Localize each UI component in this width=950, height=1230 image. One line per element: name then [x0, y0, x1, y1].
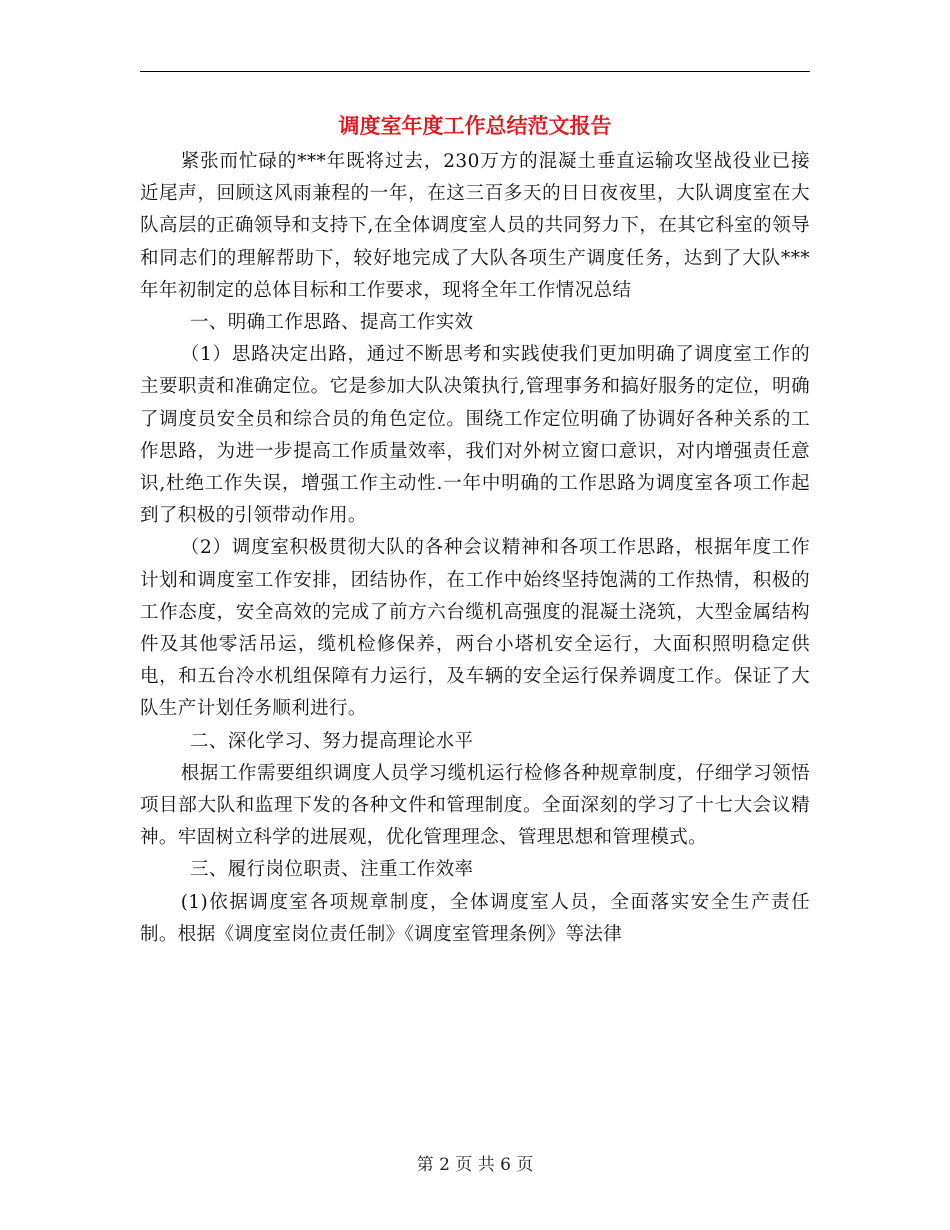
section-heading-1: 一、明确工作思路、提高工作实效 [189, 312, 474, 334]
paragraph-1-2: （2）调度室积极贯彻大队的各种会议精神和各项工作思路，根据年度工作计划和调度室工作安排，团结协作，在工作中始终坚持饱满的工作热情，积极的工作态度，安全高效的完成了前方六台缆机高强度的混凝土浇筑，大型金属结构件及其他零活吊运，缆机检修保养，两台小塔机安全运行，大面积照明稳定供电，和五台冷水机组保障有力运行，及车辆的安全运行保养调度工作。保证了大队生产计划任务顺利进行。 [140, 537, 810, 720]
paragraph-2: 根据工作需要组织调度人员学习缆机运行检修各种规章制度，仔细学习领悟项目部大队和监理下发的各种文件和管理制度。全面深刻的学习了十七大会议精神。牢固树立科学的进展观，优化管理理念、管理思想和管理模式。 [140, 762, 810, 849]
document-body [140, 146, 810, 951]
section-heading-3: 三、履行岗位职责、注重工作效率 [189, 859, 474, 881]
page-number: 第 2 页 共 6 页 [416, 1155, 534, 1175]
paragraph-1-1: （1）思路决定出路，通过不断思考和实践使我们更加明确了调度室工作的主要职责和准确定位。它是参加大队决策执行,管理事务和搞好服务的定位，明确了调度员安全员和综合员的角色定位。围绕工作定位明确了协调好各种关系的工作思路，为进一步提高工作质量效率，我们对外树立窗口意识，对内增强责任意识,杜绝工作失误，增强工作主动性.一年中明确的工作思路为调度室各项工作起到了积极的引领带动作用。 [140, 344, 810, 527]
paragraph-3-1: (1)依据调度室各项规章制度，全体调度室人员，全面落实安全生产责任制。根据《调度室岗位责任制》《调度室管理条例》等法律 [140, 891, 810, 945]
header-rule [140, 71, 810, 72]
section-heading-2: 二、深化学习、努力提高理论水平 [189, 730, 474, 752]
intro-paragraph: 紧张而忙碌的***年既将过去，230万方的混凝土垂直运输攻坚战役业已接近尾声，回顾这风雨兼程的一年，在这三百多天的日日夜夜里，大队调度室在大队高层的正确领导和支持下,在全体调度室人员的共同努力下，在其它科室的领导和同志们的理解帮助下，较好地完成了大队各项生产调度任务，达到了大队***年年初制定的总体目标和工作要求，现将全年工作情况总结 [140, 151, 810, 301]
document-title: 调度室年度工作总结范文报告 [338, 114, 612, 138]
